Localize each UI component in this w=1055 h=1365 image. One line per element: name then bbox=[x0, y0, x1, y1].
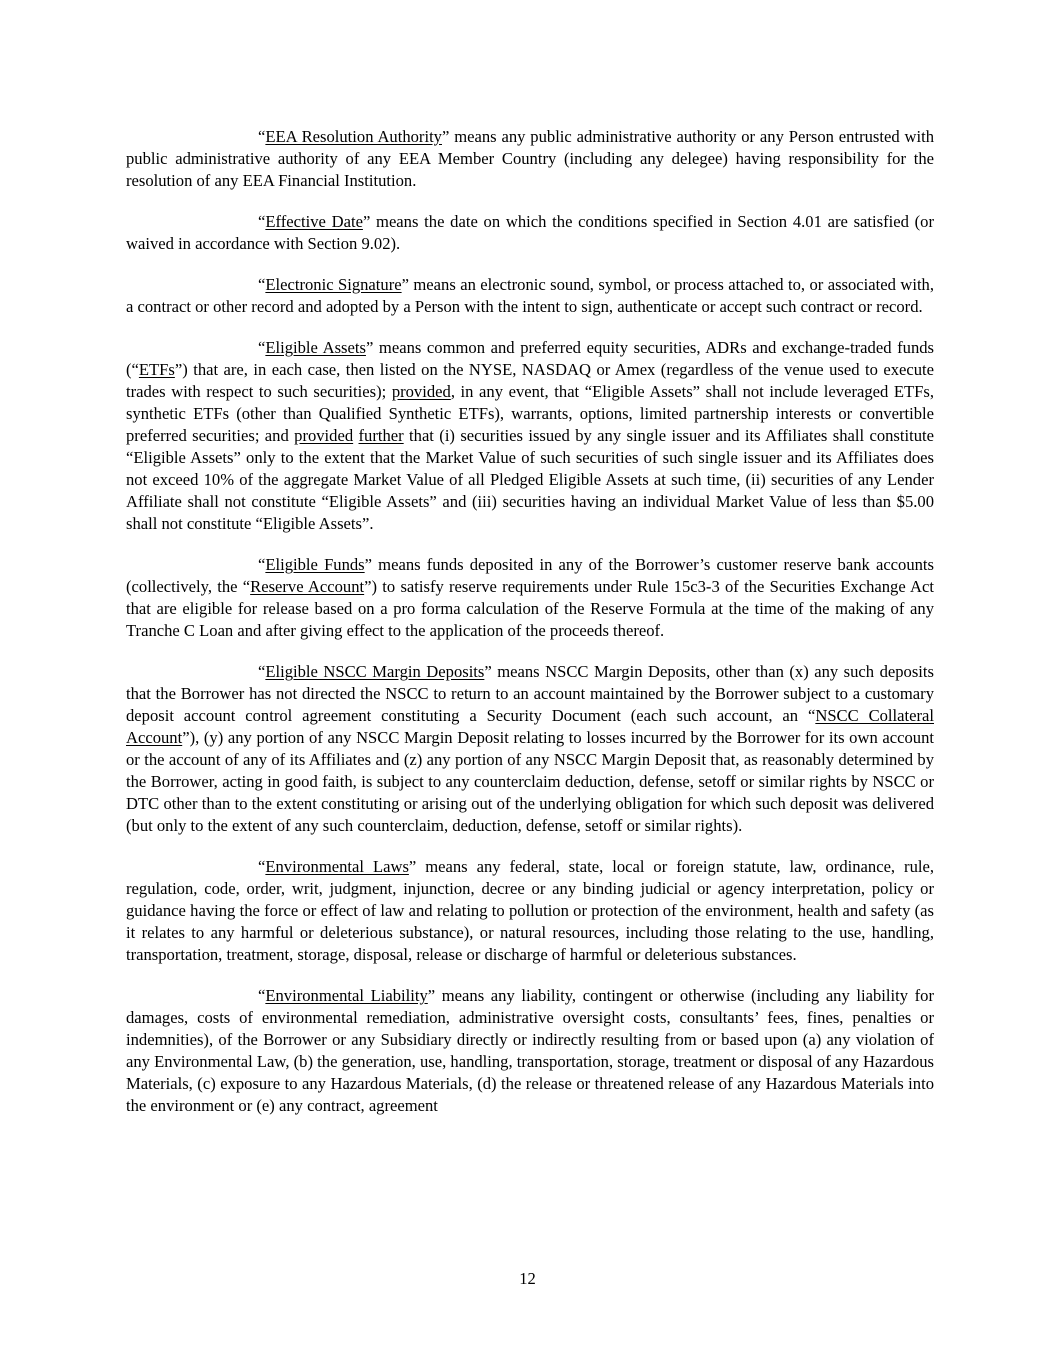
defined-term: Eligible Funds bbox=[265, 555, 365, 574]
definition-text: ”) to satisfy reserve requirements under Rule 15c3-3 of the Securities Exchange Act that are eligible for release based on a pro forma calculation of the Reserve Formula at the time of the making of any Tranche C Loan and after giving effect to the application of the proceeds thereof. bbox=[126, 577, 934, 640]
definitions-section bbox=[126, 126, 934, 1117]
definition-text: “ bbox=[258, 338, 266, 357]
definition-text: “ bbox=[258, 555, 266, 574]
def-effective-date bbox=[126, 211, 934, 255]
defined-term: Reserve Account bbox=[250, 577, 365, 596]
definition-text: ”) that are, in each case, then listed on the NYSE, NASDAQ or Amex (regardless of the venue used to execute trades with respect to such securities); bbox=[126, 360, 934, 401]
page-number: 12 bbox=[519, 1269, 536, 1288]
defined-term: NSCC Collateral Account bbox=[126, 706, 934, 747]
def-environmental-laws bbox=[126, 856, 934, 966]
definition-text: “ bbox=[258, 127, 266, 146]
definition-text: ” means any liability, contingent or otherwise (including any liability for damages, costs of environmental remediation, administrative oversight costs, consultants’ fees, fines, penalties or indemnities), of the Borrower or any Subsidiary directly or indirectly resulting from or based upon (a) any violation of any Environmental Law, (b) the generation, use, handling, transportation, storage, treatment or disposal of any Hazardous Materials, (c) exposure to any Hazardous Materials, (d) the release or threatened release of any Hazardous Materials into the environment or (e) any contract, agreement bbox=[126, 986, 935, 1115]
defined-term: provided bbox=[391, 382, 451, 401]
defined-term: ETFs bbox=[138, 360, 175, 379]
def-eligible-assets bbox=[126, 337, 934, 535]
definition-text: ” means the date on which the conditions specified in Section 4.01 are satisfied (or waived in accordance with Section 9.02). bbox=[126, 212, 934, 253]
definition-text: ” means common and preferred equity securities, ADRs and exchange-traded funds (“ bbox=[126, 338, 934, 379]
defined-term: EEA Resolution Authority bbox=[265, 127, 442, 146]
defined-term: Effective Date bbox=[265, 212, 363, 231]
def-eea-resolution-authority bbox=[126, 126, 934, 192]
def-eligible-nscc-margin-deposits bbox=[126, 661, 934, 837]
defined-term: Eligible Assets bbox=[265, 338, 366, 357]
defined-term: Environmental Liability bbox=[265, 986, 428, 1005]
definition-text: , in any event, that “Eligible Assets” shall not include leveraged ETFs, synthetic ETFs (other than Qualified Synthetic ETFs), warrants, options, limited partnership interests or convertible preferred securities; and bbox=[126, 382, 935, 445]
definition-text: “ bbox=[258, 986, 266, 1005]
definition-text: ” means any public administrative authority or any Person entrusted with public administrative authority of any EEA Member Country (including any delegee) having responsibility for the resolution of any EEA Financial Institution. bbox=[126, 127, 934, 190]
defined-term: provided bbox=[294, 426, 354, 445]
defined-term: Eligible NSCC Margin Deposits bbox=[265, 662, 485, 681]
definition-text: “ bbox=[258, 212, 266, 231]
def-environmental-liability bbox=[126, 985, 934, 1117]
defined-term: Environmental Laws bbox=[265, 857, 409, 876]
definition-text: ” means an electronic sound, symbol, or process attached to, or associated with, a contract or other record and adopted by a Person with the intent to sign, authenticate or accept such contract or record. bbox=[126, 275, 934, 316]
def-eligible-funds bbox=[126, 554, 934, 642]
definition-text: “ bbox=[258, 275, 266, 294]
definition-text: ” means any federal, state, local or foreign statute, law, ordinance, rule, regulation, code, order, writ, judgment, injunction, decree or any binding judicial or agency interpretation, policy or guidance having the force or effect of law and relating to pollution or protection of the environment, health and safety (as it relates to any harmful or deleterious substance), or natural resources, including those relating to the use, handling, transportation, treatment, storage, disposal, release or discharge of harmful or deleterious substances. bbox=[126, 857, 934, 964]
def-electronic-signature bbox=[126, 274, 934, 318]
defined-term: further bbox=[358, 426, 404, 445]
definition-text: “ bbox=[258, 857, 266, 876]
defined-term: Electronic Signature bbox=[265, 275, 402, 294]
definition-text: ” means funds deposited in any of the Borrower’s customer reserve bank accounts (collectively, the “ bbox=[126, 555, 935, 596]
document-page bbox=[126, 126, 934, 1136]
definition-text: “ bbox=[258, 662, 266, 681]
definition-text: that (i) securities issued by any single issuer and its Affiliates shall constitute “Eligible Assets” only to the extent that the Market Value of such securities of such single issuer and its Affiliates does not exceed 10% of the aggregate Market Value of all Pledged Eligible Assets at such time, (ii) securities of any Lender Affiliate shall not constitute “Eligible Assets” and (iii) securities having an individual Market Value of less than $5.00 shall not constitute “Eligible Assets”. bbox=[126, 426, 934, 533]
definition-text: ” means NSCC Margin Deposits, other than (x) any such deposits that the Borrower has not directed the NSCC to return to an account maintained by the Borrower subject to a customary deposit account control agreement constituting a Security Document (each such account, an “ bbox=[126, 662, 934, 725]
definition-text: ”), (y) any portion of any NSCC Margin Deposit relating to losses incurred by the Borrower for its own account or the account of any of its Affiliates and (z) any portion of any NSCC Margin Deposit that, as reasonably determined by the Borrower, acting in good faith, is subject to any counterclaim deduction, defense, setoff or similar rights by NSCC or DTC other than to the extent constituting or arising out of the underlying obligation for which such deposit was delivered (but only to the extent of any such counterclaim, deduction, defense, setoff or similar rights). bbox=[126, 728, 934, 835]
